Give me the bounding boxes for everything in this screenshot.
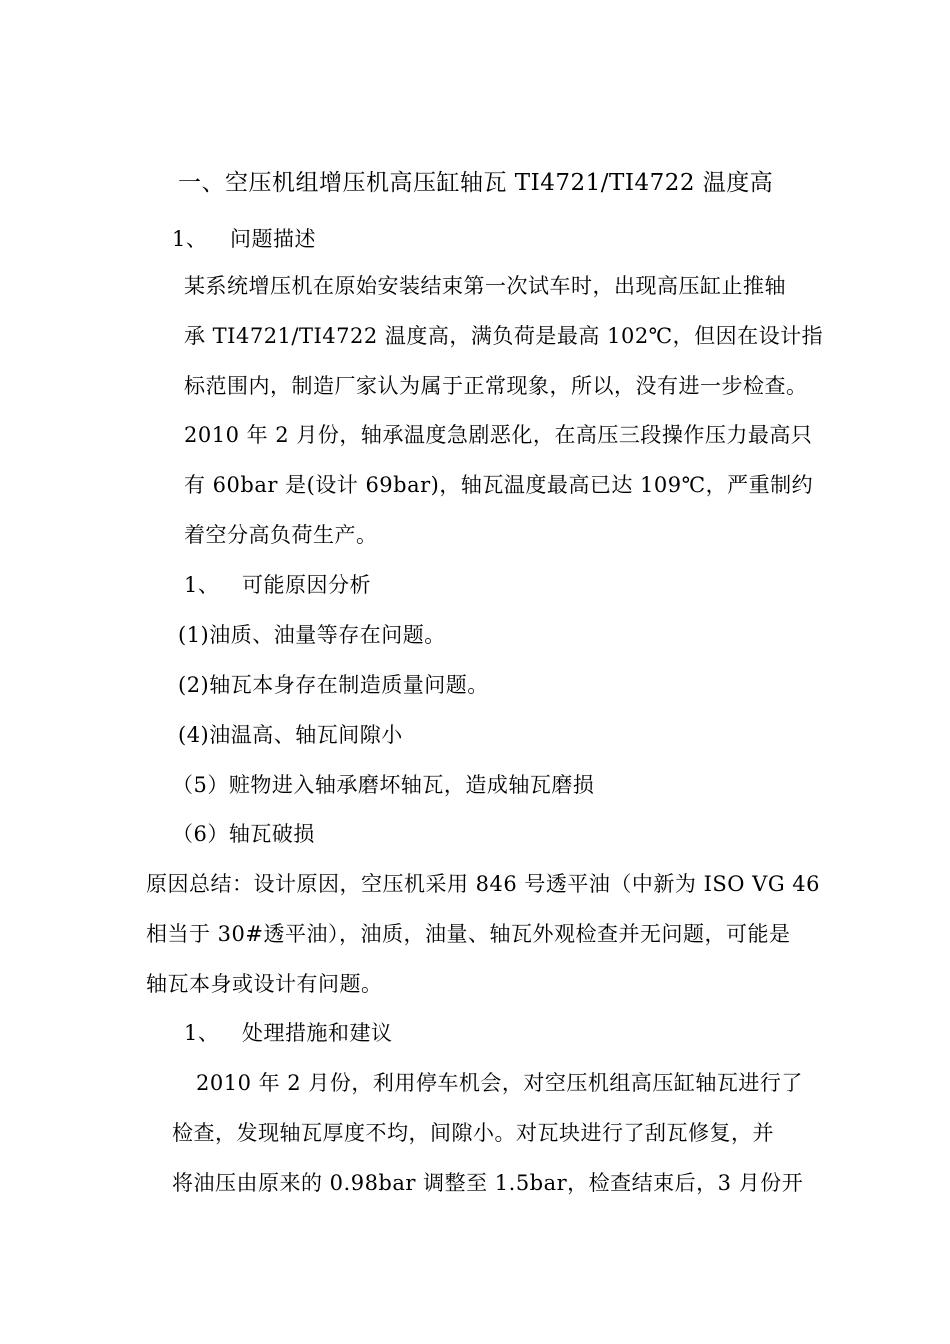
paragraph-line: 2010 年 2 月份，利用停车机会，对空压机组高压缸轴瓦进行了 (196, 1071, 803, 1095)
section-heading-text: 问题描述 (230, 227, 316, 251)
section-heading (172, 226, 316, 252)
summary-line: 轴瓦本身或设计有问题。 (146, 972, 383, 996)
document-title: 一、空压机组增压机高压缸轴瓦 TI4721/TI4722 温度高 (178, 170, 774, 196)
summary-line: 相当于 30#透平油），油质，油量、轴瓦外观检查并无问题，可能是 (146, 922, 791, 946)
paragraph-line: 将油压由原来的 0.98bar 调整至 1.5bar，检查结束后，3 月份开 (172, 1171, 804, 1195)
section-heading (184, 572, 371, 598)
summary-line: 原因总结：设计原因，空压机采用 846 号透平油（中新为 ISO VG 46 (146, 872, 821, 896)
paragraph-line: 标范围内，制造厂家认为属于正常现象，所以，没有进一步检查。 (184, 374, 808, 398)
paragraph-line: 着空分高负荷生产。 (184, 523, 378, 547)
paragraph-line: 有 60bar 是(设计 69bar)，轴瓦温度最高已达 109℃，严重制约 (184, 473, 814, 497)
section-number: 1、 (184, 573, 220, 597)
list-item: (1)油质、油量等存在问题。 (178, 623, 446, 647)
section-heading-text: 可能原因分析 (242, 573, 371, 597)
section-number: 1、 (184, 1021, 220, 1045)
section-heading (184, 1020, 393, 1046)
section-heading-text: 处理措施和建议 (242, 1021, 393, 1045)
paragraph-line: 检查，发现轴瓦厚度不均，间隙小。对瓦块进行了刮瓦修复，并 (172, 1121, 774, 1145)
paragraph-line: 某系统增压机在原始安装结束第一次试车时，出现高压缸止推轴 (184, 274, 786, 298)
paragraph-line: 2010 年 2 月份，轴承温度急剧恶化，在高压三段操作压力最高只 (184, 423, 813, 447)
list-item: (4)油温高、轴瓦间隙小 (178, 723, 403, 747)
list-item: （5）赃物进入轴承磨坏轴瓦，造成轴瓦磨损 (172, 773, 595, 797)
list-item: (2)轴瓦本身存在制造质量问题。 (178, 673, 489, 697)
list-item: （6）轴瓦破损 (172, 822, 315, 846)
section-number: 1、 (172, 227, 208, 251)
paragraph-line: 承 TI4721/TI4722 温度高，满负荷是最高 102℃，但因在设计指 (184, 324, 824, 348)
